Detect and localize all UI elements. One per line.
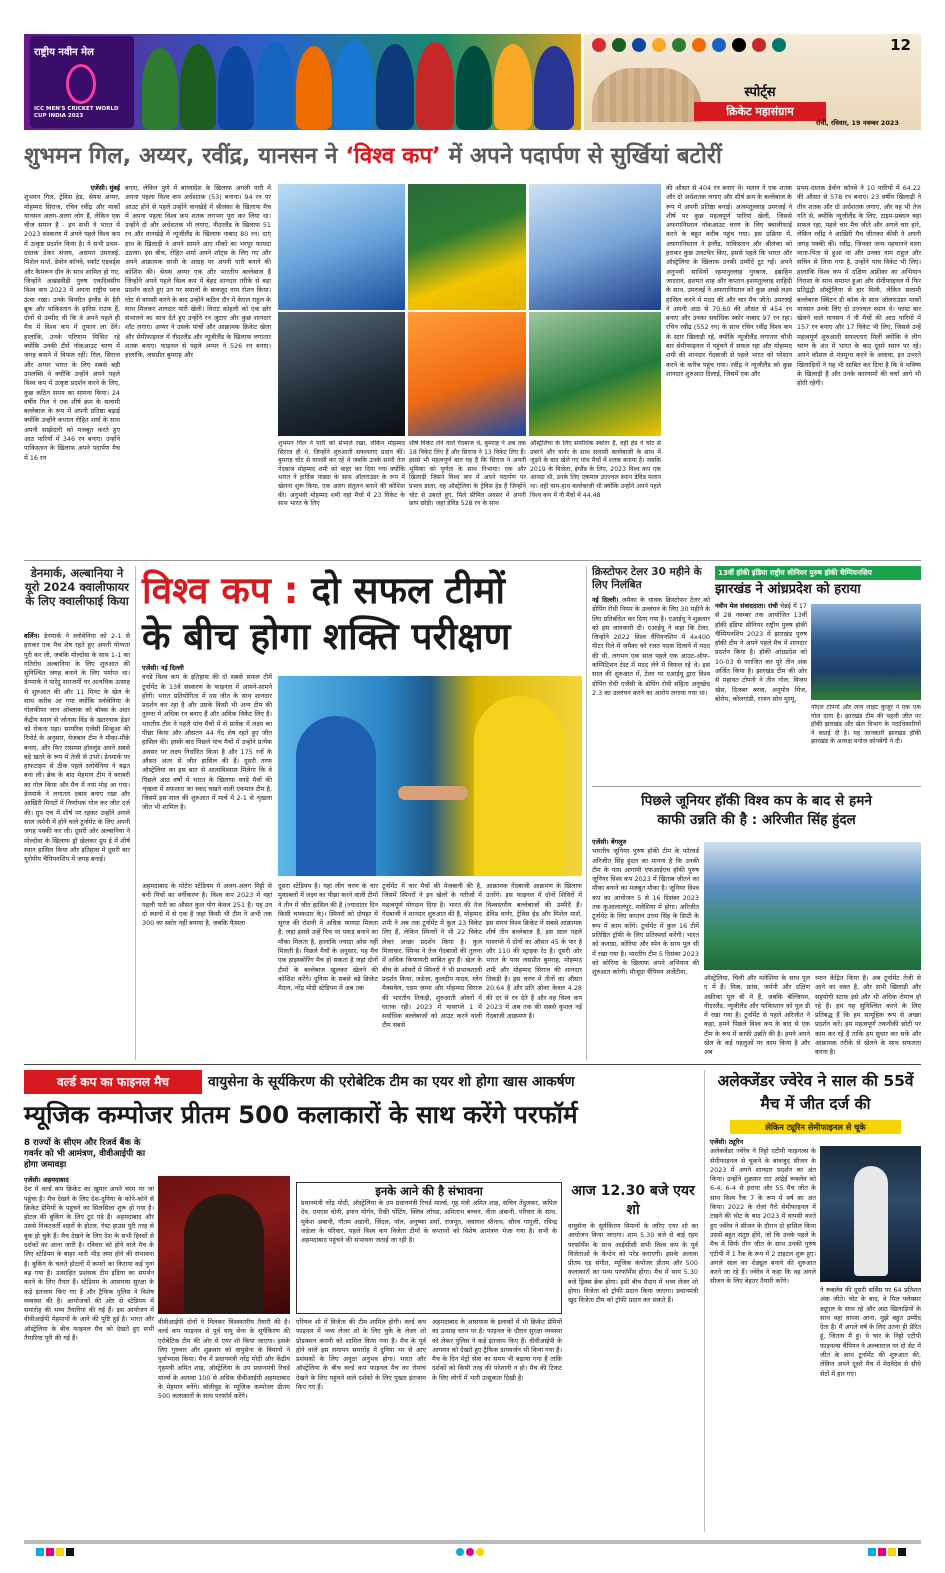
story1-headline-post: में अपने पदार्पण से सुर्खियां बटोरीं xyxy=(448,143,722,169)
hockey-photo-caption: नोएल टोपनो और लाय लाइट कुजूर ने एक एक गोल दागा है। झारखंड टीम की पहली जीत पर हॉकी झारखंड और खेल विभाग के पदाधिकारियों ने बधाई दी है। यह जानकारी झारखंड हॉकी झारखंड के अध्यक्ष मनोज कोनबेगी ने दी। xyxy=(811,704,921,746)
possible-body: प्रधानमंत्री नरेंद्र मोदी, ऑस्ट्रेलिया के उप प्रधानमंत्री रिचर्ड मार्ल्स, गृह मंत्री अमित शाह, सचिन तेंदुलकर, कपिल देव, एमएस धोनी, इयान मोर्गन, रिकी पोंटिंग, क्लिव लॉयड, अमिताभ बच्चन, नीता अंबानी, परिवार के साथ, मुकेश अंबानी, गौतम अडानी, जिंदल, पॉल, अनुष्का शर्मा, राजपूत, जवागल श्रीनाथ, सौरव गांगुली, रविन्द्र जडेजा के परिवार, पहले विश्व कप विजेता टीमों के कप्तानों को विशेष आमंत्रण भेजा गया है। सभी के अहमदाबाद पहुंचने की संभावना जताई जा रही है। xyxy=(301,1199,557,1245)
hundal-headline-line2: काफी उन्नति की है : अरिजीत सिंह हुंदल xyxy=(657,812,856,828)
flag-icon xyxy=(592,38,606,52)
denmark-headline: डेनमार्क, अल्बानिया ने यूरो 2024 क्वालीफायर के लिए क्वालीफाई किया xyxy=(25,566,129,608)
divider xyxy=(24,560,921,561)
story1-body-3: ऑस्ट्रेलिया के लिए सर्वाधिक स्कोरर हैं, वहीं हेड ने चोट से उबरने और वार्नर के साथ सलामी बल्लेबाजी के साथ में जुड़ने के बाद खेले गए पांच मैचों में शतक बनाया है। जबकि 2019 के विजेता, इंग्लैंड के लिए, 2023 विश्व कप एक आपदा थी, उनके लिए एकमात्र उज्ज्वल स्थान डेविड मलान था। वही वाम-हाथ बल्लेबाजी थी क्योंकि उन्होंने अपने पहले विश्व कप में नौ मैचों में 44.48 xyxy=(530,440,661,499)
zverev-story xyxy=(710,1138,816,1532)
flag-icon xyxy=(652,38,666,52)
print-swatch xyxy=(476,1548,484,1556)
print-swatch xyxy=(888,1548,896,1556)
hundal-dateline: एजेंसी। बेंगलुरु xyxy=(592,838,627,846)
cm-story xyxy=(24,1176,154,1532)
hundal-headline-line1: पिछले जूनियर हॉकी विश्व कप के बाद से हमने xyxy=(641,793,872,809)
possible-col3: अहमदाबाद के आसपास के इलाकों में भी क्रिकेट प्रेमियों का उत्साह चरम पर है। फाइनल के दौरान सुरक्षा व्यवस्था को लेकर पुलिस ने कड़े इंतजाम किए हैं। वीवीआईपी के आगमन को देखते हुए ट्रैफिक डायवर्जन भी किया गया है। मैच के दिन मेट्रो सेवा का समय भी बढ़ाया गया है ताकि दर्शकों को किसी तरह की परेशानी न हो। मैच की टिकट के लिए लोगों में भारी उत्सुकता दिखी है। xyxy=(432,1318,562,1382)
divider xyxy=(586,566,587,1060)
hockey-story xyxy=(715,602,807,782)
player-portrait xyxy=(180,44,216,130)
print-swatch xyxy=(46,1548,54,1556)
wc-logo-text: ICC MEN'S CRICKET WORLD CUP INDIA 2023 xyxy=(34,106,119,119)
hundal-body-3: ध्यान केंद्रित किया है। अब टूर्नामेंट तेजी से आने का वक्त है, और सभी खिलाड़ी और सहयोगी स्टाफ इसे और भी अधिक रोमांच हो रहे हैं। हम यह सुनिश्चित करने के लिए प्रतिबद्ध हैं कि हम सामूहिक रूप से अच्छा प्रदर्शन करें। हम महत्वपूर्ण तकनीकी छोटी पर काम कर रहे हैं ताकि हम सुधार कर सकें और आक्रामक तरीके से खेलने के साथ सफलता करना है। xyxy=(815,974,921,1057)
player-rohit xyxy=(296,716,376,876)
airshow-body: वायुसेना के सूर्यकिरण विमानों के जरिए एयर शो का आयोजन किया जाएगा। शाम 5.30 बजे से बाई रहम परफॉर्मेंस के साथ आईसीसी सभी विश्व कप के पूर्व विजेताओं के कैप्टेन को परेड कराएगी। इसके अलावा प्रीतम एंड संगीत, म्यूजिक कंपोजर प्रीतम और 500 कलाकारों का भव्य परफॉर्मेंस होगा। मैच में सायं 5.30 बजे ड्रिंक्स ब्रेक होगा। इसी बीच मैदान में भव्य लेजर शो होगा। विजेता को ट्रॉफी प्रदान किया जाएगा। प्रधानमंत्री खुद विजेता टीम को ट्रॉफी प्रदान कर सकते हैं। xyxy=(568,1222,698,1305)
christopher-dateline: नई दिल्ली। xyxy=(592,596,619,604)
story1-body-4: की औसत से 404 रन बनाए थे। मलान ने एक शतक और दो अर्धशतक लगाए और शीर्ष क्रम के बल्लेबाज के रूप में अपनी प्रतिष्ठा बनाई। अजमतुल्लाह उमरजई ने शीर्ष पर कुछ महत्वपूर्ण पारियां खेलीं, जिससे अफगानिस्तान नॉकआउट चरण के लिए क्वालीफाई करने के बहुत करीब पहुंच गया। इस प्रक्रिया में, अफगानिस्तान ने इंग्लैंड, पाकिस्तान और श्रीलंका को हराकर कुछ उलटफेर किए, इससे पहले कि भारत और ऑस्ट्रेलिया के खिलाफ उनकी उम्मीदें टूट गईं। अपने अनुभवी साथियों रहमानुल्लाह गुरबाज, इब्राहिम जादरान, हशमत शाह और कप्तान हशमतुल्लाह शाहिदी के साथ, उमरजई ने अफगानिस्तान को कुछ अच्छे लक्ष्य हासिल करने में मदद की और चार मैच जीते। उमरजई ने अपनी आठ से 70.60 की औसत से 454 रन बनाए और उनका सर्वाधिक स्कोर नाबाद 97 रन रहा। रचिन रवींद्र (552 रन) के साथ रचिन रवींद्र विश्व कप के स्टार खिलाड़ी रहे, क्योंकि न्यूजीलैंड लगातार चौथी बार सेमीफाइनल में पहुंचने में सफल रहा और मोहम्मद शमी की शानदार गेंदबाजी से पहले भारत को परेशान करने के करीब पहुंच गया। रवींद्र ने न्यूजीलैंड को कुछ शानदार शुरुआत दिलाई, जिसमें एक और xyxy=(666,184,792,378)
airshow-headline: आज 12.30 बजे एयर शो xyxy=(571,1183,695,1218)
divider xyxy=(704,1070,705,1532)
wc-final-lede xyxy=(142,664,272,876)
divider xyxy=(135,566,136,1060)
wc-trophy-icon xyxy=(66,64,96,104)
pritam-headline: म्यूजिक कम्पोजर प्रीतम 500 कलाकारों के साथ करेंगे परफॉर्म xyxy=(24,1100,578,1129)
story1-col4 xyxy=(666,184,792,556)
wc-final-headline-line1 xyxy=(142,568,582,614)
wc-final-dateline: एजेंसी। नई दिल्ली xyxy=(142,664,184,672)
stadium-illustration xyxy=(592,68,702,122)
zverev-headline: अलेक्जेंडर ज्वेरेव ने साल की 55वें मैच में जीत दर्ज की xyxy=(717,1072,914,1113)
photo-head xyxy=(408,184,526,310)
story1-photo-caption-2: शीर्ष विकेट लेने वाले गेंदबाज थे, बुमराह ने अब तक 18 विकेट लिए हैं और सिराज ने 13 विकेट लिए हैं। इससे भी महत्वपूर्ण बात यह है कि सिराज ने अपनी भूमिका को पूर्णता के साथ निभाया। एक और खिलाड़ी जिसने विश्व कप में अपने पदार्पण पर प्रभाव डाला, वह ऑस्ट्रेलिया के ट्रेविस हेड हैं जिन्होंने चोट से उबरते हुए, मिले सीमित अवसर में अपनी छाप छोड़ी। जहां डेविड 528 रन के साथ xyxy=(409,440,526,508)
story1-col1 xyxy=(24,184,120,556)
cm-body: देश में वर्ल्ड कप क्रिकेट का खुमार अपने चरम पर जा पहुंचा है। मैच देखने के लिए देश-दुनिया के कोने-कोने से क्रिकेट प्रेमियों के पहुंचने का सिलसिला शुरू हो गया है। होटल की बुकिंग के लिए टूट पड़े हैं। अहमदाबाद और उससे निकटवर्ती शहरों के होटल, गेस्ट हाउस पूरी तरह से बुक हो चुके हैं। मैच देखने के लिए देश के सभी हिस्सों से दर्शकों का आना जारी है। रविवार को होने वाले मैच के लिए स्टेडियम के बाहर भारी भीड़ जमा होने की संभावना है। बुकिंग के चलते होटलों में कमरों का किराया कई गुना बढ़ गया है। उत्साहित प्रशंसक टीम इंडिया का समर्थन करने के लिए तैयार हैं। स्टेडियम के आसपास सुरक्षा के कड़े इंतजाम किए गए हैं और ट्रैफिक पुलिस ने विशेष व्यवस्था की है। आयोजकों की ओर से स्टेडियम में समारोह की भव्य तैयारियां की गई हैं। इस आयोजन में वीवीआईपी मेहमानों के आने की पुष्टि हुई है। भारत और ऑस्ट्रेलिया के बीच फाइनल मैच को देखते हुए सभी तैयारियां पूरी की गई हैं। xyxy=(24,1185,154,1343)
wc-final-headline xyxy=(142,568,582,660)
hundal-headline xyxy=(592,792,921,830)
handshake xyxy=(398,786,468,800)
cm-dateline: एजेंसी। अहमदाबाद xyxy=(24,1176,69,1184)
print-swatch xyxy=(56,1548,64,1556)
christopher-headline: क्रिस्टोफर टेलर 30 महीने के लिए निलंबित xyxy=(592,566,702,591)
story1-col2 xyxy=(125,184,271,556)
player-portrait xyxy=(334,40,374,130)
flag-icon xyxy=(692,38,706,52)
story1-dateline: एजेंसी। मुंबई xyxy=(90,184,120,192)
wc-final-col-d: आक्रामक गेंदबाजी आक्रमण के खिलाफ उतरेंगे। इस फाइनल में दोनों शिविरों में विश्वस्तरीय बल्लेबाजों की उम्मीदें हैं। डेविड वार्नर, ट्रेविस हेड और मिशेल मार्श, इस समय विश्व क्रिकेट में सबसे आक्रामक शीर्ष तीन बल्लेबाज हैं, इस साल पहले पावरप्ले में दोनों का औसत 45 के पार है और 110 की स्ट्राइक रेट है। दूसरी ओर भारत के पास जसप्रीत बुमराह, मोहम्मद शमी और मोहम्मद सिराज की शानदार तिकड़ी है। इस चरण में तीनों का औसत 20.64 है और प्रति ओवर केवल 4.28 की दर से रन देते हैं और वह विश्व कप 2023 में अब तक की सबसे कुशल नई गेंदबाजी आक्रमण है। xyxy=(486,882,582,1021)
hundal-body-1: भारतीय जूनियर पुरुष हॉकी टीम के फॉरवर्ड अरिजीत सिंह हुंदल का मानना है कि उनकी टीम के पास आगामी एफआईएच हॉकी पुरुष जूनियर विश्व कप 2023 में खिताब जीतने का मौका बनाने का मजबूत मौका है। जूनियर विश्व कप का आयोजन 5 से 16 दिसंबर 2023 तक कुआलालंपुर, मलेशिया में होगा। अरिजीत टूर्नामेंट के लिए कप्तान उत्तम सिंह के डिप्टी के रूप में काम करेंगे। टूर्नामेंट में कुल 16 टीमें प्रतिष्ठित ट्रॉफी के लिए प्रतिस्पर्धा करेंगी। भारत को कनाडा, कोरिया और स्पेन के साथ पूल सी में रखा गया है। भारतीय टीम 5 दिसंबर 2023 को कोरिया के खिलाफ अपने अभियान की शुरुआत करेगी। मौजूदा चैंपियन अर्जेंटीना, xyxy=(592,847,699,977)
denmark-dateline: बर्लिन। xyxy=(24,632,40,640)
possible-col2: एरियल शो में विजेता की टीम शामिल होगी। वर्ल्ड कप फाइनल में भव्य लेजर शो के लिए चुके के लेजर शो प्रोडक्शन कंपनी को शामिल किया गया है। मैच के पूर्व होने वाले इस समापन समारोह में दुनिया भर से आए प्रशंसकों के लिए अनूठा अनुभव होगा। भारत और ऑस्ट्रेलिया के बीच वर्ल्ड कप फाइनल मैच का रोमांच देखने के लिए पहुंचने वाले दर्शकों के लिए पुख्ता इंतजाम किए गए हैं। xyxy=(296,1318,426,1392)
possible-col1: वीवीआईपी दोनों ने मिलकर विश्वस्तरीय तैयारी की है। वर्ल्ड कप फाइनल से पूर्व वायु सेना के सूर्यकिरण की एरोबेटिक टीम की ओर से एयर शो किया जाएगा। इसके लिए गुरुवार और शुक्रवार को वायुसेना के विमानों ने पूर्वाभ्यास किया। मैच में प्रधानमंत्री नरेंद्र मोदी और केंद्रीय गृहमंत्री अमित शाह, ऑस्ट्रेलिया के उप प्रधानमंत्री रिचर्ड मार्ल्स के अलावा 100 से अधिक वीवीआईपी अहमदाबाद के मेहमान बनेंगे। बॉलीवुड के म्यूजिक कम्पोजर प्रीतम 500 कलाकारों के साथ परफॉर्म करेंगे। xyxy=(158,1318,290,1401)
zverev-subhead: लेकिन ट्यूरिन सेमीफाइनल से चूके xyxy=(730,1120,901,1134)
divider xyxy=(592,786,921,787)
wc-final-col-a: अहमदाबाद के मोटेरा स्टेडियम में अलग-अलग मिट्टी से बनी पिचों का वर्गीकरण है। विश्व कप 2023 में यहां पहली पारी का औसत कुल योग केवल 251 है। यह उन दो स्थानों में से एक है जहां किसी भी टीम ने अभी तक 300 का स्कोर नहीं बनाया है, जबकि फैसला xyxy=(142,882,272,928)
footer-rule xyxy=(24,1540,921,1544)
cm-headline: 8 राज्यों के सीएम और रिजर्व बैंक के गवर्नर को भी आमंत्रण, वीवीआईपी का होगा जमावड़ा xyxy=(24,1138,146,1170)
christopher-story xyxy=(592,596,710,782)
flag-icon xyxy=(612,38,626,52)
team-flags-strip xyxy=(592,38,892,54)
player-portrait xyxy=(534,46,574,130)
player-portrait xyxy=(376,44,414,130)
flag-icon xyxy=(712,38,726,52)
zverev-body-1: अलेक्जेंडर ज्वेरेव ने निट्टो एटीपी फाइनल्स के सेमीफाइनल से चूकने के बावजूद सीजन के 2023 में अपने शानदार प्रदर्शन का अंत किया। उन्होंने शुक्रवार रात आंद्रेई रूबलेव को 6-4, 6-4 से हराया और 55 मैच जीत के साथ विश्व रैंक 7 के रूप में वर्ष का अंत किया। 2022 के रोलां गैरो सेमीफाइनल में टखने की चोट के बाद 2023 में वापसी करते हुए ज्वेरेव ने सीजन के दौरान दो हासिल किया उससे बहुत संतुष्ट होंगे, जो कि उनके पहले के मैच में सिर्फ तीन जीत के साथ उनकी पुरुष एटीपी में 1 रैंक के रूप में 2 टाइटल शुरू हुए। अगले साल का शेड्यूल बनाने की शुरुआत करने जा रहे हैं। ज्वेरेव ने कहा कि वह अगले सीजन के लिए बेहतर तैयारी करेंगे। xyxy=(710,1147,816,1286)
photo-zverev xyxy=(820,1146,921,1282)
print-swatch xyxy=(466,1548,474,1556)
hockey-kicker: 13वीं हॉकी इंडिया राष्ट्रीय सीनियर पुरुष हॉकी चैम्पियनशिप xyxy=(715,566,921,580)
divider xyxy=(24,1064,921,1065)
story1-col5 xyxy=(797,184,921,556)
christopher-body: जमैका के धावक क्रिस्टोफर टेलर को डोपिंग रोधी नियम के उल्लंघन के लिए 30 महीने के लिए प्रतिबंधित कर दिया गया है। एआईयू ने शुक्रवार को इस जानकारी दी। एआईयू ने कहा कि टेलर, जिन्होंने 2022 विश्व चैंपियनशिप में 4x400 मीटर रिले में जमैका को रजत पदक दिलाने में मदद की थी, लगभग एक साल पहले एक आउट-ऑफ-कम्पिटिशन टेस्ट में मदद लेने में विफल रहे थे। इस साल की शुरुआत में, टेलर पर एआईयू द्वारा विश्व डोपिंग रोधी एजेंसी के डोपिंग रोधी संहिता अनुच्छेद 2.3 का उल्लंघन करने का आरोप लगाया गया था। xyxy=(592,596,710,697)
player-portrait xyxy=(296,46,332,130)
photo-siraj xyxy=(408,312,526,436)
banner-red-label: वर्ल्ड कप का फाइनल मैच xyxy=(24,1070,202,1094)
zverev-figure xyxy=(854,1166,888,1276)
zverev-dateline: एजेंसी। ट्यूरिन xyxy=(710,1138,744,1146)
masthead-right xyxy=(584,34,921,130)
print-swatch xyxy=(456,1548,464,1556)
player-portrait xyxy=(456,46,492,130)
photo-ravindra xyxy=(278,312,405,436)
issue-date: रांची, रविवार, 19 नवम्बर 2023 xyxy=(816,119,899,127)
print-swatch xyxy=(66,1548,74,1556)
photo-hockey-match xyxy=(704,842,921,970)
wc-logo xyxy=(30,36,134,128)
possible-title: इनके आने की है संभावना xyxy=(375,1184,483,1198)
flag-icon xyxy=(752,38,766,52)
story1-photo-caption-1: शुभमन गिल ने पारी को संभाले रखा, लेकिन मोहम्मद सिराज ही थे, जिन्होंने शुरुआती सफलताएं प्रदान कीं। बुमराह चोट से वापसी कर रहे थे जबकि उनके साथी तेज गेंदबाज मोहम्मद शमी को बाहर कर दिया गया क्योंकि भारत ने हार्दिक पांड्या के साथ ऑलराउंडर के रूप में खेलना शुरू किया, एक अलग संतुलन बनाने की कोशिश की। अनुभवी मोहम्मद शमी वहां मैचों में 23 विकेट के साथ भारत के लिए xyxy=(278,440,405,508)
zverev-body-2: ने रूबलेव की दूसरी सर्विस पर 64 प्रतिशत अंक जीते। चोट के बाद, वे मिल फ्लेक्सर ड्यूएल के साथ रहे और आठ खिलाड़ियों के साथ वहां वापस आना, मुझे बहुत उम्मीद देता है। मैं अगले वर्ष के लिए उतना ही प्रेरित हूं, जितना मैं हूं। ये चार के निट्टो एटीपी फाइनल्स चैंपियन ने अल्काराज पर दो सेट में जीत के साथ टूर्नामेंट की शुरुआत की, लेकिन अपने दूसरे मैच में मेदवेदेव से सीधे सेटों में हार गए। xyxy=(820,1286,921,1378)
player-portrait xyxy=(256,42,294,130)
masthead-banner xyxy=(24,34,581,130)
wc-final-headline-highlight: विश्व कप : xyxy=(142,569,299,612)
section-kicker: स्पोर्ट्स xyxy=(744,85,776,100)
denmark-body: डेनमार्क ने स्लोवेनिया को 2-1 से हराकर एक मैच शेष रहते हुए अपनी योग्यता पूरी कर ली, जबकि मोल्दोवा के साथ 1-1 का गतिरोध अल्बानिया के लिए शुरुआत की सुनिश्चित जगह बनाने के लिए पर्याप्त था। डेनमार्क ने पारेंदु सराजर्मी पर अत्यधिक उत्साह से शुरुआत की और 11 मिनट के खेल के साथ करीब आ गया क्योंकि स्लोवेनिया के गोलकीपर जान ओब्लाक को बॉक्स के अंदर केंद्रीय स्थान से जोनास विंड के खतरनाक हेडर को रोकना पड़ा। सामरिक एजेंसी शिन्हुआ की रिपोर्ट के अनुसार, मेजबान टीम ने मौका-मौके बनाए, और फिर रासमस हॉयलुंड अपने सबसे बड़े खतरे के रूप में तेजी से उभरे। डेनमार्क पर हाफटाइम से ठीक पहले स्लोवेनिया ने बढ़त बना ली। ब्रेक के बाद मेहमान टीम ने बराबरी का गोल किया और मैच में नया मोड़ आ गया। डेनमार्क ने लगातार दबाव बनाए रखा और आखिरी मिनटों में निर्णायक गोल कर जीत दर्ज की। ग्रुप एच में शीर्ष पर रहकर उन्होंने अगले साल जर्मनी में होने वाले टूर्नामेंट के लिए अपनी जगह पक्की कर ली। दूसरी ओर अल्बानिया ने मोल्दोवा के खिलाफ ड्रॉ खेलकर ग्रुप ई में शीर्ष स्थान हासिल किया और इतिहास में दूसरी बार यूरोपीय चैंपियनशिप में जगह बनाई। xyxy=(24,632,130,864)
wc-final-lede-text: वनडे विश्व कप के इतिहास की दो सबसे सफल टीमें टूर्नामेंट के 13वें संस्करण के फाइनल में आमने-सामने होंगी। भारत प्रतियोगिता में दस जीत के साथ शानदार प्रदर्शन कर रहा है और उसके किसी भी अन्य टीम की तुलना में अधिक रन बनाए हैं और अधिक विकेट लिए हैं। भारतीय टीम ने पहले पांच मैचों में से प्रत्येक में लक्ष्य का पीछा किया और औसतन 44 गेंद शेष रहते हुए जीत हासिल की। इसके बाद पिछले पांच मैचों में उन्होंने प्रत्येक अवसर पर लक्ष्य निर्धारित किया है और 175 रनों के औसत अंतर से जीत हासिल की है। दूसरी तरफ ऑस्ट्रेलिया का इस बात से आत्मविश्वास मिलेगा कि वे पिछले आठ वर्षों में भारत के खिलाफ वनडे मैचों की शृंखला में सफलता का स्वाद चखने वाली एकमात्र टीम है, जिसमें इस साल की शुरुआत में मार्च में 2-1 से शृंखला जीत भी शामिल है। xyxy=(142,673,272,812)
story1-headline xyxy=(24,142,921,170)
print-swatch xyxy=(36,1548,44,1556)
player-portrait xyxy=(142,48,178,130)
pritam-portrait xyxy=(184,1194,264,1314)
section-title: क्रिकेट महासंग्राम xyxy=(694,102,826,121)
player-portrait xyxy=(218,46,254,130)
story1-headline-quote: ‘विश्व कप’ xyxy=(345,143,441,169)
wc-final-headline-rest: दो सफल टीमों xyxy=(311,569,505,612)
story1-body-2: बनाए, लेकिन पुणे में बांग्लादेश के खिलाफ अगली पारी में अपना पहला विश्व कप अर्धशतक (53) बनाया। 94 रन पर आउट होने से पहले उन्होंने वानखेड़े में श्रीलंका के खिलाफ मैच में अपना पहला विश्व कप शतक लगभग पूरा कर लिया था। उन्होंने दो और अर्धशतक भी लगाए, नीदरलैंड के खिलाफ 51 रन और वानखेड़े में न्यूजीलैंड के खिलाफ नाबाद 80 रन। दाएं हाथ के खिलाड़ी ने अपने सामने आए मौकों का भरपूर फायदा उठाया। इस बीच, रोहित शर्मा अपने शॉट्स के लिए गए और अपने आक्रामक साथी के आग्रह पर अपनी पारी बनाने की कोशिश की। श्रेयस अय्यर एक और भारतीय बल्लेबाज हैं जिन्होंने अपने पहले विश्व कप में बेहद शानदार तरीके से बड़ा प्रदर्शन करते हुए उन पर सवालों के बावजूद नाम रोशन किया। घोट से वापसी करने के बाद उन्होंने कठिन दौर में केएल राहुल के साथ मिलकर शानदार पारी खेली। विराट कोहली को एक छोर संभालने का साथ देते हुए उन्होंने रन जुटाए और कुछ शानदार शॉट लगाए। अय्यर ने उसके पांचों और आक्रामक क्रिकेट खेला और सेमीफाइनल में नीदरलैंड और न्यूजीलैंड के खिलाफ लगातार शतक बनाए। फाइनल से पहले अय्यर ने 526 रन बनाए। हालांकि, जसप्रीत बुमराह और xyxy=(125,184,271,360)
print-swatch xyxy=(898,1548,906,1556)
newspaper-name: राष्ट्रीय नवीन मेल xyxy=(34,47,94,58)
story1-body-1: शुभमन गिल, ट्रेविस हेड, श्रेयस अय्यर, मोहम्मद सिराज, रचिन रवींद्र और मार्को यानसन अलग-अलग लोग हैं, लेकिन एक चीज समान है - इन सभी ने भारत में 2023 संस्करण में अपने पहले विश्व कप में उत्कृष्ट प्रदर्शन किया है। ये सभी प्रथम-दस्तक देकर संजय, असमत उमरजई, मिशेल मार्श, डेवोन कॉनवे, स्कॉट एडवर्ड्स और कैमरून ग्रीन के साथ शामिल हो गए, जिन्होंने अखंडवीडी पुरुष एकदिवसीय विश्व कप 2023 में अपना राष्ट्रीय ध्वज ऊंचा रखा। उनके विपरीत इंग्लैंड के हैरी ब्रूक और पाकिस्तान के हारिस राउफ हैं, दोनों से उम्मीद थी कि वे अपने पहले ही मैच में विश्व कप में तूफान ला देंगे। हालांकि, उनके परिणाम मिश्रित रहे क्योंकि उनकी टीमें नॉकआउट चरण में जगह बनाने में विफल रहीं। गिल, सिराज और अय्यर भारत के लिए सबसे बड़ी उपलब्धि थे क्योंकि उन्होंने अपने पहले विश्व कप में उत्कृष्ट प्रदर्शन करने के लिए, कुछ कठिन समय का सामना किया। 24 वर्षीय गिल ने एक शीर्ष क्रम के सलामी बल्लेबाज के रूप में अपनी प्रतिष्ठा बढ़ाई क्योंकि उन्होंने कप्तान रोहित शर्मा के साथ अपनी साझेदारी को मजबूत करते हुए आठ पारियों में 346 रन बनाए। उन्होंने पाकिस्तान के खिलाफ अपने पदार्पण मैच में 16 रन xyxy=(24,193,120,462)
flag-icon xyxy=(772,38,786,52)
photo-malan xyxy=(529,184,661,310)
possible-box xyxy=(296,1182,562,1314)
story1-headline-pre: शुभमन गिल, अय्यर, रवींद्र, यानसन ने xyxy=(24,143,338,169)
print-registration-marks xyxy=(36,1548,906,1558)
hockey-headline: झारखंड ने आंध्रप्रदेश को हराया xyxy=(715,582,861,597)
flag-icon xyxy=(732,38,746,52)
photo-handshake xyxy=(278,676,582,876)
page-number: 12 xyxy=(890,36,911,54)
photo-hockey-team xyxy=(811,604,921,700)
hockey-body: चेन्नई में 17 से 28 नवम्बर तक आयोजित 13वीं हॉकी इंडिया सीनियर राष्ट्रीय पुरुष हॉकी चैम्पियनशिप 2023 में झारखंड पुरुष हॉकी टीम ने अपने पहले मैच में शानदार प्रदर्शन किया है। हॉकी आंध्रप्रदेश को 10-03 से पराजित कर पूरे तीन अंक अर्जित किया है। झारखंड टीम की ओर से महावत टोपनो ने तीन गोल, विजय खेस, दिलबर बरवा, अनूपोत्र मिंज, बोरोम, कोलगांडी, राजन सोय मुरमू, xyxy=(715,602,807,703)
wc-final-col-b: दूसरा स्टेडियम है। यहां लीग चरण के चार मुकाबलों में लक्ष्य का पीछा करने वाली टीमों ने तीन में जीत हासिल की है (ज्यादातर दिन किसी चमकदार के)। स्पिनरों को दोपहर में सूरज की रोशनी में अधिक फायदा मिलता है, जहां इससे उन्हें पिच पर पकड़ बनाने का मौका मिलता है, हालांकि ज्यादा ओस नहीं मिलती है। पिछले मैचों के अनुसार, यह मैच एक हाइस्कोरिंग मैच हो सकता है जहां दोनों टीमों के बल्लेबाज खुलकर खेलने की कोशिश करेंगे। दुनिया के सबसे बड़े क्रिकेट मैदान, नरेंद्र मोदी स्टेडियम में अब तक xyxy=(278,882,378,993)
photo-gill xyxy=(278,184,405,310)
wc-final-col-c: टूर्नामेंट में चार मैचों की मेजबानी की है, जिसमें स्पिनरों ने इन खेलों के नतीजों में महत्वपूर्ण योगदान दिया है। भारत की तेज गेंदबाजी ने शानदार शुरुआत की है, मोहम्मद शमी ने अब तक टूर्नामेंट में कुल 23 विकेट लिए हैं, लेकिन स्पिनरों ने भी 22 विकेट लेकर अच्छा प्रदर्शन किया है। कुल मिलाकर, स्पिन्स ने तेज गेंदबाजों की तुलना में अधिक किफायती साबित हुए हैं। खेल के बीच के ओवरों में स्पिनरों ने भी प्रभावशाली प्रदर्शन किया, जडेजा, कुलदीप यादव, ग्लेन मैक्सवेल, एडम ज़म्पा और मोहम्मद सिराज की भारतीय तिकड़ी, शुरुआती ओवरों में घातक रही। 2023 में पावरप्ले 1 में सर्वाधिक बल्लेबाजों को आउट करने वाली टीम सबसे xyxy=(382,882,482,1030)
hundal-body-2: ऑस्ट्रेलिया, चिली और मलेशिया के साथ पूल ए में हैं। मिस्र, फ्रांस, जर्मनी और दक्षिण अफ्रीका पूल बी में हैं, जबकि बेल्जियम, नीदरलैंड, न्यूजीलैंड और पाकिस्तान को पूल डी में रखा गया है। टूर्नामेंट से पहले अरिजीत ने कहा, हमने पिछले विश्व कप के बाद से एक टीम के रूप में काफी उन्नति की है। हमने अपने खेल के कई पहलुओं पर काम किया है और अब xyxy=(704,974,810,1057)
denmark-story xyxy=(24,632,130,1060)
hockey-dateline: नवीन मेल संवाददाता। रांची xyxy=(715,602,778,610)
story1-body-5: प्रथम-दस्तक डेवोन कॉनवे ने 10 पारियों में 64.22 की औसत से 578 रन बनाए। 23 वर्षीय खिलाड़ी ने तीन शतक और दो अर्धशतक लगाए, और वह भी तेज गति से, क्योंकि न्यूजीलैंड के लिए, टाइम-प्रबंधन बहा सफल रहा, पहले चार मैच जीते और अगले चार हारे, लेकिन रवींद्र ने आखिरी मैच जीतकर कीवी ने अपनी जगह पक्की की। रवींद्र, जिनका जन्म पहचानने वाला माता-पिता से हुआ था और उनका नाम राहुल और सचिन से लिया गया है, उन्होंने पांच विकेट भी लिए। हालांकि विश्व कप में दक्षिण अफ्रीका का अभियान निराशा के साथ समाप्त हुआ और सेमीफाइनल में फिर प्रतिद्वंद्वी ऑस्ट्रेलिया से हार मिली, लेकिन सलामी बल्लेबाज क्विंटन डी कॉक के साथ ऑलराउंडर मार्को यानसन उनके लिए दो उज्ज्वल स्थान थे। फास्ट बार खेलने वाले यानसन ने नौ मैचों की आठ पारियों में 157 रन बनाए और 17 विकेट भी लिए, जिससे उन्हें महत्वपूर्ण शुरुआती सफलताएं मिलीं क्योंकि वे लीग चरण के अंत में भारत के बाद दूसरे स्थान पर रहे। अपने कौशल से मंत्रमुग्ध करने के अलावा, इन उभरते खिलाड़ियों ने यह भी साबित कर दिया है कि वे भविष्य के खिलाड़ी हैं और उनके कारनामों की चर्चा आगे भी होती रहेगी। xyxy=(797,184,921,388)
player-portrait xyxy=(494,44,532,130)
airshow-banner-headline: वायुसेना के सूर्यकिरण की एरोबेटिक टीम का एयर शो होगा खास आकर्षण xyxy=(208,1074,575,1090)
player-cummins xyxy=(474,696,564,876)
flag-icon xyxy=(672,38,686,52)
wc-final-headline-line2: के बीच होगा शक्ति परीक्षण xyxy=(142,615,511,658)
photo-jansen xyxy=(529,312,661,436)
photo-pritam xyxy=(158,1176,290,1314)
print-swatch xyxy=(878,1548,886,1556)
print-swatch xyxy=(868,1548,876,1556)
hundal-col1 xyxy=(592,838,699,1060)
player-portrait xyxy=(416,42,454,130)
flag-icon xyxy=(632,38,646,52)
